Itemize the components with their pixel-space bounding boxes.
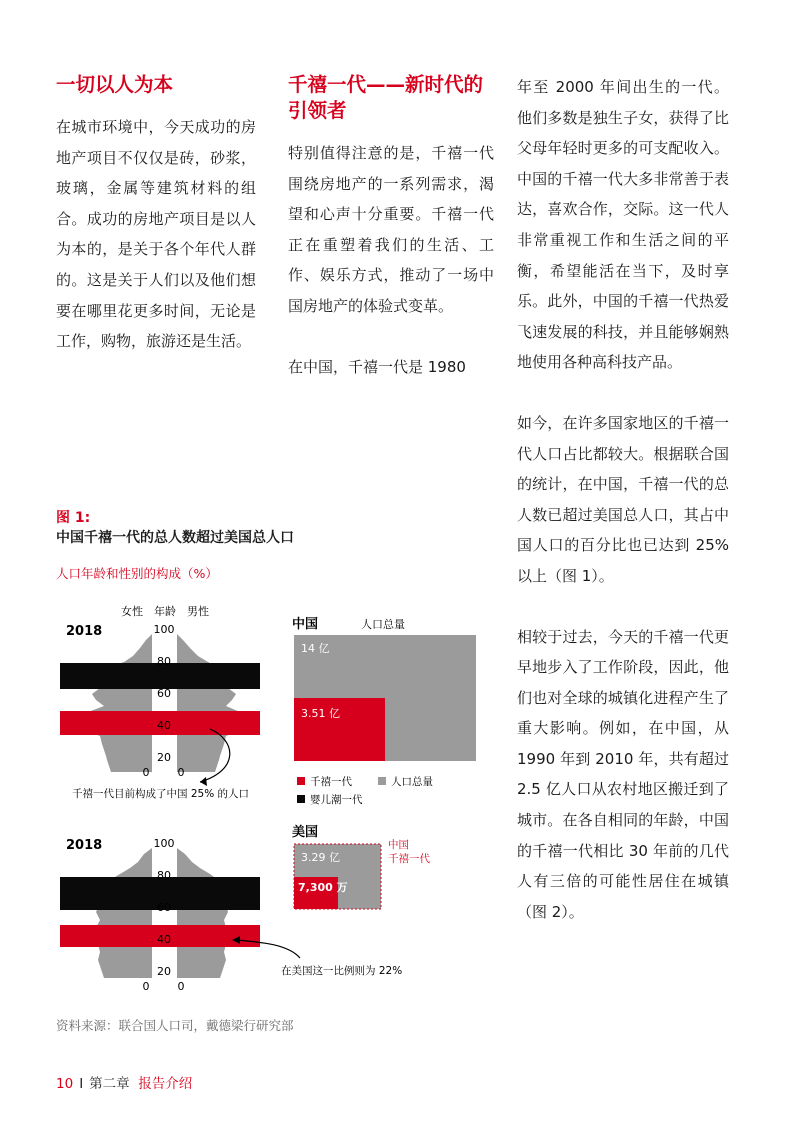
legend-swatch-millennial [297, 777, 305, 785]
us-age-40: 40 [157, 933, 171, 946]
footer-section: 报告介绍 [138, 1076, 193, 1092]
section-heading-millennials: 千禧一代——新时代的引领者 [288, 73, 484, 122]
china-zero-left: 0 [142, 766, 150, 779]
us-zero-right: 0 [177, 980, 185, 993]
us-age-20: 20 [157, 965, 171, 978]
female-label: 女性 [121, 605, 143, 618]
footer-separator: I [79, 1076, 84, 1092]
paragraph-people: 在城市环境中，今天成功的房地产项目不仅仅是砖，砂浆，玻璃，金属等建筑材料的组合。成功的房地产项目是以人为本的，是关于各个年代人群的。这是关于人们以及他们想要在哪里花更多时间，无论是工作，购物，旅游还是生活。 [56, 118, 256, 351]
paragraph-col3-1: 年至 2000 年间出生的一代。他们多数是独生子女，获得了比父母年轻时更多的可支配收入。中国的千禧一代大多非常善于表达，喜欢合作，交际。这一代人非常重视工作和生活之间的平衡，希望能活在当下，及时享乐。此外，中国的千禧一代热爱飞速发展的科技，并且能够娴熟地使用各种高科技产品。 [517, 78, 729, 372]
us-callout: 在美国这一比例则为 22% [281, 965, 403, 977]
legend-boomer: 婴儿潮一代 [310, 794, 363, 806]
male-label: 男性 [187, 605, 209, 618]
us-zero-left: 0 [142, 980, 150, 993]
china-age-20: 20 [157, 751, 171, 764]
us-population-boxes [292, 824, 430, 909]
legend-millennial: 千禧一代 [310, 776, 352, 788]
paragraph-millennials-2: 在中国，千禧一代是 1980 [288, 357, 466, 376]
china-zero-right: 0 [177, 766, 185, 779]
china-age-80: 80 [157, 655, 171, 668]
page-number: 10 [56, 1076, 74, 1092]
china-age-60: 60 [157, 687, 171, 700]
china-year: 2018 [66, 624, 103, 639]
source-note: 资料来源：联合国人口司，戴德梁行研究部 [56, 1018, 294, 1033]
us-age-100: 100 [153, 837, 175, 850]
figure-label: 图 1: [56, 510, 91, 526]
legend-total: 人口总量 [391, 776, 433, 788]
legend-swatch-boomer [297, 795, 305, 803]
us-tag-china: 中国 [388, 839, 409, 851]
china-callout-arrowhead [200, 777, 207, 786]
paragraph-col3-3: 相较于过去，今天的千禧一代更早地步入了工作阶段，因此，他们也对全球的城镇化进程产生了重大影响。例如，在中国，从 1990 年到 2010 年，共有超过 2.5 亿人口从农村地区搬迁到了城市。在各自相同的年龄，中国的千禧一代相比 30 年前的几代人有三倍的可能性居住在城镇（图 2）。 [517, 627, 729, 921]
us-label: 美国 [292, 825, 319, 840]
total-pop-header: 人口总量 [361, 618, 405, 631]
legend [297, 775, 433, 806]
section-heading-people: 一切以人为本 [56, 73, 174, 96]
footer-chapter: 第二章 [89, 1076, 130, 1092]
china-callout: 千禧一代目前构成了中国 25% 的人口 [72, 788, 250, 800]
china-age-100: 100 [153, 623, 175, 636]
us-age-60: 60 [157, 901, 171, 914]
china-label: 中国 [292, 617, 319, 632]
pyramid-china [60, 604, 260, 800]
china-total-value: 14 亿 [301, 642, 330, 655]
pyramid-china-female [80, 629, 152, 772]
pyramid-us-male [177, 843, 228, 978]
age-label: 年龄 [154, 605, 176, 618]
china-millennial-value: 3.51 亿 [301, 707, 340, 720]
us-millennial-value: 7,300 万 [298, 881, 348, 894]
us-age-80: 80 [157, 869, 171, 882]
paragraph-col3-2: 如今，在许多国家地区的千禧一代人口占比都较大。根据联合国的统计，在中国，千禧一代的总人数已超过美国总人口，其占中国人口的百分比也已达到 25%以上（图 1）。 [517, 413, 729, 585]
china-population-boxes [292, 616, 476, 761]
pyramid-us-female [96, 843, 152, 978]
pyramid-china-male [177, 629, 246, 772]
page-footer [56, 1072, 192, 1092]
legend-swatch-total [378, 777, 386, 785]
us-total-value: 3.29 亿 [301, 851, 340, 864]
paragraph-millennials-1: 特别值得注意的是，千禧一代围绕房地产的一系列需求，渴望和心声十分重要。千禧一代正在重塑着我们的生活、工作、娱乐方式，推动了一场中国房地产的体验式变革。 [288, 144, 494, 315]
us-year: 2018 [66, 838, 103, 853]
china-age-40: 40 [157, 719, 171, 732]
figure-title: 中国千禧一代的总人数超过美国总人口 [56, 530, 294, 546]
figure-subtitle: 人口年龄和性别的构成（%） [56, 566, 218, 581]
us-tag-millennial: 千禧一代 [388, 853, 430, 865]
